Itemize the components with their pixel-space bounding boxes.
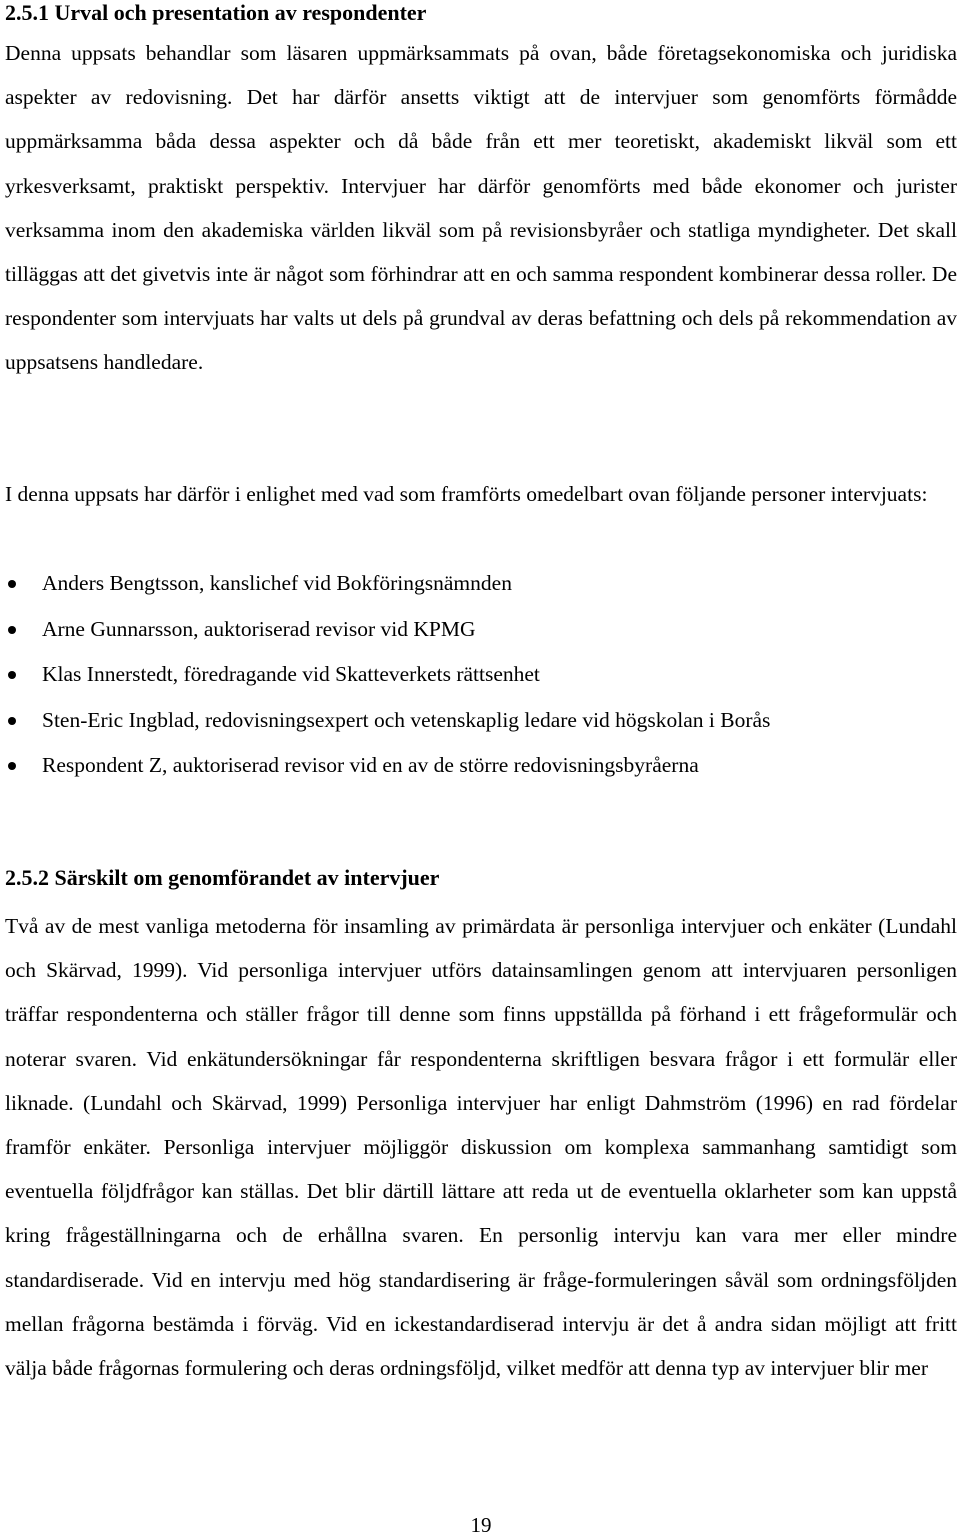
list-item [5,698,957,744]
respondent-name: Arne Gunnarsson, auktoriserad revisor vid KPMG [42,616,476,641]
section-2-paragraph-1: Två av de mest vanliga metoderna för insamling av primärdata är personliga intervjuer och enkäter (Lundahl och Skärvad, 1999). Vid personliga intervjuer utförs datainsamlingen genom att intervjuaren personligen träffar respondenterna och ställer frågor till denne som finns uppställda på förhand i ett frågeformulär och noterar svaren. Vid enkätundersökningar får respondenterna skriftligen besvara frågor i ett formulär eller liknade. (Lundahl och Skärvad, 1999) Personliga intervjuer har enligt Dahmström (1996) en rad fördelar framför enkäter. Personliga intervjuer möjliggör diskussion om komplexa sammanhang samtidigt som eventuella följdfrågor kan ställas. Det blir därtill lättare att reda ut de eventuella oklarheter som kan uppstå kring frågeställningarna och de erhållna svaren. En personlig intervju kan vara mer eller mindre standardiserade. Vid en intervju med hög standardisering är fråge-formuleringen såväl som ordningsföljden mellan frågorna bestämda i förväg. Vid en ickestandardiserad intervju är det å andra sidan möjligt att fritt välja både frågornas formulering och deras ordningsföljd, vilket medför att denna typ av intervjuer blir mer [5,914,957,1381]
section-1-paragraph-1: Denna uppsats behandlar som läsaren uppmärksammats på ovan, både företagsekonomiska och juridiska aspekter av redovisning. Det har därför ansetts viktigt att de intervjuer som genomförts förmådde uppmärksamma båda dessa aspekter och då både från ett mer teoretiskt, akademiskt likväl som ett yrkesverksamt, praktiskt perspektiv. Intervjuer har därför genomförts med både ekonomer och jurister verksamma inom den akademiska världen likväl som på revisionsbyråer och statliga myndigheter. Det skall tilläggas att det givetvis inte är något som förhindrar att en och samma respondent kombinerar dessa roller. De respondenter som intervjuats har valts ut dels på grundval av deras befattning och dels på rekommendation av uppsatsens handledare. [5,41,957,375]
bullet-icon [8,626,16,634]
page-number: 19 [470,1513,492,1537]
bullet-icon [8,762,16,770]
bullet-icon [8,671,16,679]
respondent-list [5,561,957,789]
section-heading-2-5-2: 2.5.2 Särskilt om genomförandet av intervjuer [5,865,440,890]
respondent-name: Sten-Eric Ingblad, redovisningsexpert och vetenskaplig ledare vid högskolan i Borås [42,707,771,732]
section-1-paragraph-2: I denna uppsats har därför i enlighet med vad som framförts omedelbart ovan följande personer intervjuats: [5,482,928,506]
section-heading-2-5-1: 2.5.1 Urval och presentation av respondenter [5,0,427,25]
bullet-icon [8,580,16,588]
bullet-icon [8,717,16,725]
document-page [5,0,957,1537]
list-item [5,743,957,789]
list-item [5,561,957,607]
respondent-name: Klas Innerstedt, föredragande vid Skatteverkets rättsenhet [42,662,540,686]
respondent-name: Respondent Z, auktoriserad revisor vid en av de större redovisningsbyråerna [42,753,699,777]
list-item [5,607,957,653]
list-item [5,652,957,698]
respondent-name: Anders Bengtsson, kanslichef vid Bokföringsnämnden [42,571,512,595]
